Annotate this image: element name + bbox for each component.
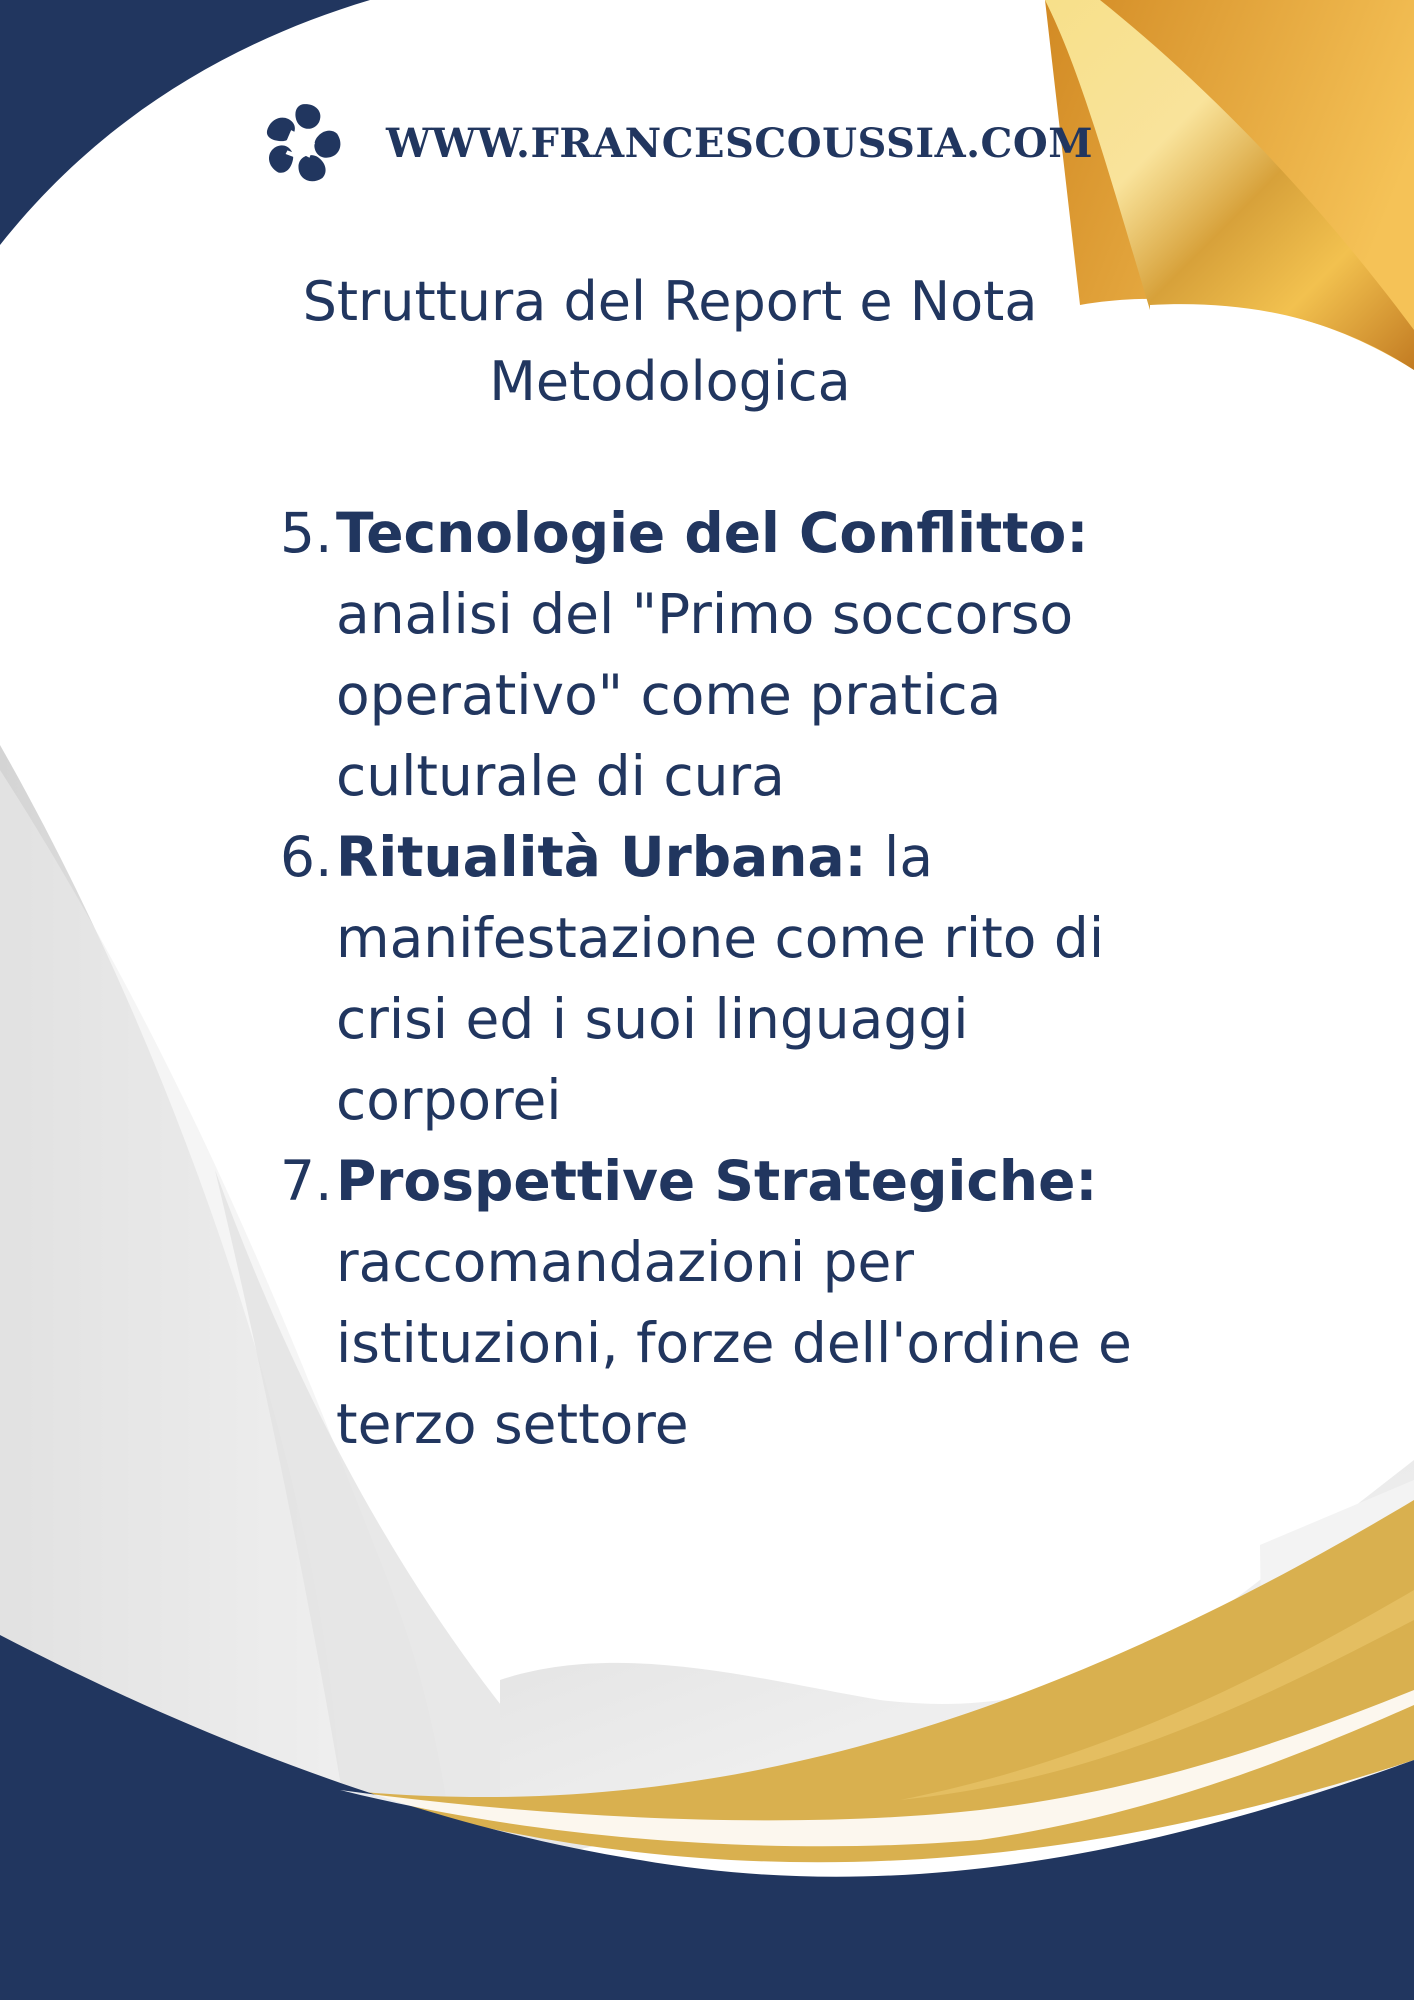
site-url: WWW.FRANCESCOUSSIA.COM bbox=[386, 119, 1093, 167]
list-item-text: analisi del "Primo soccorso operativo" come pratica culturale di cura bbox=[336, 582, 1074, 808]
report-structure-list bbox=[278, 493, 1178, 1465]
page-title-line-2: Metodologica bbox=[489, 350, 851, 413]
list-item-number: 6. bbox=[280, 825, 333, 889]
list-item bbox=[278, 1141, 1178, 1465]
site-header bbox=[258, 98, 1093, 188]
list-item bbox=[278, 493, 1178, 817]
page-title bbox=[270, 262, 1070, 422]
list-item-heading: Tecnologie del Conflitto: bbox=[336, 501, 1089, 565]
flower-knot-logo-icon bbox=[258, 97, 350, 189]
list-item-text: raccomandazioni per istituzioni, forze dell'ordine e terzo settore bbox=[336, 1230, 1132, 1456]
list-item-number: 5. bbox=[280, 501, 333, 565]
list-item-heading: Prospettive Strategiche: bbox=[336, 1149, 1098, 1213]
list-item bbox=[278, 817, 1178, 1141]
list-item-text: la manifestazione come rito di crisi ed i suoi linguaggi corporei bbox=[336, 825, 1105, 1132]
list-item-heading: Ritualità Urbana: bbox=[336, 825, 867, 889]
page-title-line-1: Struttura del Report e Nota bbox=[302, 270, 1038, 333]
list-item-number: 7. bbox=[280, 1149, 333, 1213]
